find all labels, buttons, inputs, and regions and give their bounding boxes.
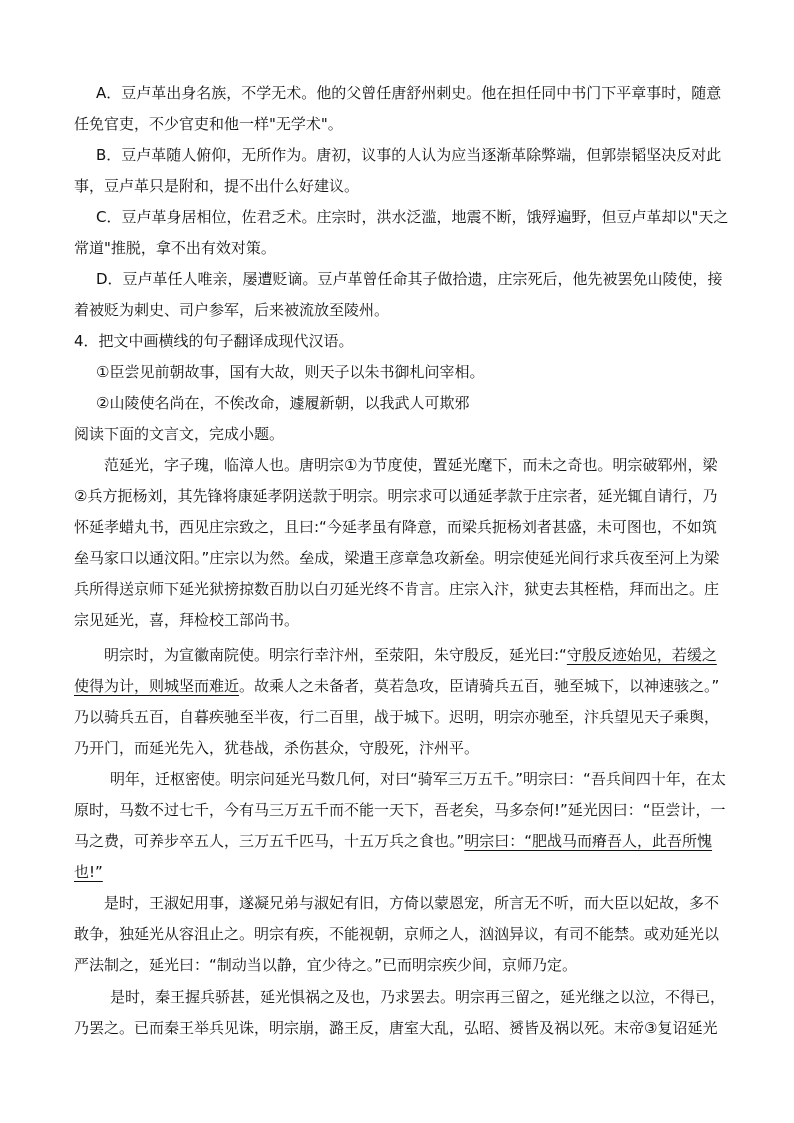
option-c-line-1: C．豆卢革身居相位，佐君乏术。庄宗时，洪水泛滥，地震不断，饿殍遍野，但豆卢革却以"天之 [96, 208, 729, 226]
p2-line-3: 乃以骑兵五百，自暮疾驰至半夜，行二百里，战于城下。迟明，明宗亦驰至，汴兵望见天子乘舆， [74, 708, 720, 726]
passage-paragraph-2 [74, 640, 722, 764]
underlined-sentence-1-part-2: 使得为计，则城坚而难近 [74, 677, 240, 695]
option-d [74, 264, 722, 326]
option-b-line-1: B．豆卢革随人俯仰，无所作为。唐初，议事的人认为应当逐渐革除弊端，但郭崇韬坚决反对此 [96, 146, 722, 164]
p2-line-2 [74, 671, 722, 702]
p5-line-2: 乃罢之。已而秦王举兵见诛，明宗崩，潞王反，唐室大乱，弘昭、赟皆及祸以死。末帝③复诏延光 [74, 1019, 718, 1037]
underlined-sentence-2-part-2: 也!” [74, 863, 103, 881]
p1-line-1: 范延光，字子瑰，临漳人也。唐明宗①为节度使，置延光麾下，而未之奇也。明宗破郓州，梁 [104, 456, 718, 474]
p2-line-1-text: 明宗时，为宣徽南院使。明宗行幸汴州，至荥阳，朱守殷反，延光曰:“ [104, 646, 567, 664]
option-c-line-2: 常道"推脱，拿不出有效对策。 [74, 239, 276, 257]
option-d-line-2: 着被贬为刺史、司户参军，后来被流放至陵州。 [74, 301, 390, 319]
option-a-line-2: 任免官吏，不少官吏和他一样"无学术"。 [74, 115, 343, 133]
p4-line-1: 是时，王淑妃用事，遂凝兄弟与淑妃有旧，方倚以蒙恩宠，所言无不听，而大臣以妃故，多不 [104, 894, 720, 912]
p2-line-4: 乃开门，而延光先入，犹巷战，杀伤甚众，守殷死，汴州平。 [74, 739, 480, 757]
p1-line-2: ②兵方扼杨刘，其先锋将康延孝阴送款于明宗。明宗求可以通延孝款于庄宗者，延光辄自请行，乃 [74, 487, 718, 505]
passage-paragraph-5 [74, 982, 726, 1044]
option-a-line-1: A．豆卢革出身名族，不学无术。他的父曾任唐舒州刺史。他在担任同中书门下平章事时，随意 [96, 84, 722, 102]
translation-sentence-1: ①臣尝见前朝故事，国有大故，则天子以朱书御札问宰相。 [96, 363, 485, 381]
p2-line-2-text: 。故乘人之未备者，莫若急攻，臣请骑兵五百，驰至城下，以神速骇之。” [239, 677, 720, 695]
question-4 [74, 326, 722, 450]
option-b-line-2: 事，豆卢革只是附和，提不出什么好建议。 [74, 177, 360, 195]
option-c [74, 202, 729, 264]
p3-line-1: 明年，迁枢密使。明宗问延光马数几何，对曰“骑军三万五千。”明宗曰：“吾兵间四十年，在太 [110, 770, 726, 788]
p1-line-4: 垒马家口以通汶阳。”庄宗以为然。垒成，梁遣王彦章急攻新垒。明宗使延光间行求兵夜至河上为梁 [74, 549, 720, 567]
passage-paragraph-3 [74, 764, 726, 888]
p3-line-2: 原时，马数不过七千，今有马三万五千而不能一天下，吾老矣，马多奈何!”延光因曰：“臣尝计，一 [74, 801, 726, 819]
p1-line-3: 怀延孝蜡丸书，西见庄宗致之，且曰:“今延孝虽有降意，而梁兵扼杨刘者甚盛，未可图也，不如筑 [74, 518, 717, 536]
option-b [74, 140, 722, 202]
p3-line-3 [74, 826, 722, 857]
p1-line-5: 兵所得送京师下延光狱搒掠数百肋以白刃延光终不肯言。庄宗入汴，狱吏去其桎梏，拜而出之。庄 [74, 580, 720, 598]
underlined-sentence-1-part-1: 守殷反迹始见，若缓之 [566, 646, 717, 664]
passage-paragraph-1 [74, 450, 722, 636]
option-a [74, 78, 722, 140]
passage-paragraph-4 [74, 888, 722, 981]
p3-line-3-text: 马之费，可养步卒五人，三万五千匹马，十五万兵之食也。” [74, 832, 465, 850]
p2-line-1 [74, 640, 722, 671]
p4-line-3: 严法制之，延光曰：“制动当以静，宜少待之。”已而明宗疾少间，京师乃定。 [74, 956, 578, 974]
question-4-stem: 4．把文中画横线的句子翻译成现代汉语。 [74, 332, 354, 350]
p4-line-2: 敢争，独延光从容沮止之。明宗有疾，不能视朝，京师之人，汹汹异议，有司不能禁。或劝延光以 [74, 925, 720, 943]
p1-line-6: 宗见延光，喜，拜检校工部尚书。 [74, 611, 300, 629]
p5-line-1: 是时，秦王握兵骄甚，延光惧祸之及也，乃求罢去。明宗再三留之，延光继之以泣，不得已， [110, 988, 726, 1006]
translation-sentence-2: ②山陵使名尚在，不俟改命，遽履新朝，以我武人可欺邪 [96, 394, 470, 412]
underlined-sentence-2-part-1: 明宗曰：“肥战马而瘠吾人，此吾所愧 [464, 832, 713, 850]
reading-intro: 阅读下面的文言文，完成小题。 [74, 425, 285, 443]
p3-line-4 [74, 857, 722, 888]
option-d-line-1: D．豆卢革任人唯亲，屡遭贬谪。豆卢革曾任命其子做拾遗，庄宗死后，他先被罢免山陵使，接 [96, 270, 723, 288]
